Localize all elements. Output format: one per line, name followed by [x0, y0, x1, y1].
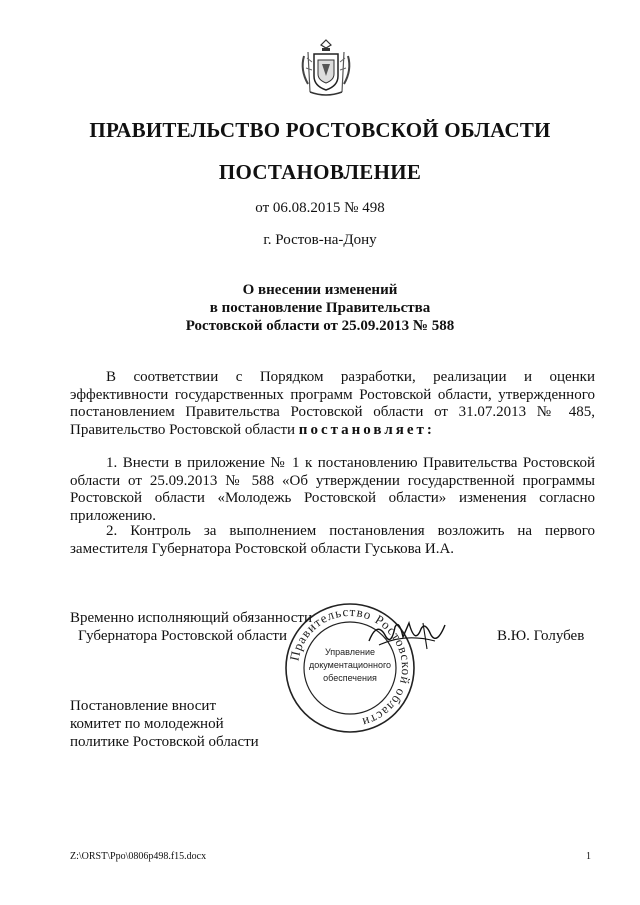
resolves-word: постановляет:	[298, 421, 435, 438]
clause-1: 1. Внести в приложение № 1 к постановлению Правительства Ростовской области от 25.09.2013 № 588 «Об утверждении государственной программы Ростовской области «Молодежь Ростовской области» изменения согласно приложению.	[70, 455, 595, 524]
stamp-inner-line: обеспечения	[323, 673, 377, 683]
stamp-ring-text: Правительство Ростовской области	[286, 603, 415, 731]
stamp-inner-line: документационного	[308, 660, 392, 670]
note-line: комитет по молодежной	[70, 716, 224, 732]
government-title: ПРАВИТЕЛЬСТВО РОСТОВСКОЙ ОБЛАСТИ	[89, 118, 551, 142]
signatory-title-line: Временно исполняющий обязанности	[70, 610, 313, 626]
subject-line: Ростовской области от 25.09.2013 № 588	[185, 318, 455, 334]
page-number: 1	[586, 851, 591, 862]
note-line: Постановление вносит	[70, 698, 217, 714]
stamp-inner-line: Управление	[324, 647, 376, 657]
preamble-text: В соответствии с Порядком разработки, реализации и оценки эффективности государственных программ Ростовской области, утвержденного постановлением Правительства Ростовской области от 31.07.2013 № 485, Правительство Ростовской области	[70, 369, 595, 438]
handwritten-signature	[365, 615, 460, 655]
signatory-title-line: Губернатора Ростовской области	[78, 628, 288, 644]
signatory-name: В.Ю. Голубев	[497, 628, 585, 644]
subject-line: О внесении изменений	[242, 282, 398, 298]
subject-line: в постановление Правительства	[209, 300, 431, 316]
document-type: ПОСТАНОВЛЕНИЕ	[218, 160, 422, 184]
file-path: Z:\ORST\Ppo\0806p498.f15.docx	[70, 851, 207, 862]
note-line: политике Ростовской области	[70, 734, 259, 750]
clause-2: 2. Контроль за выполнением постановления возложить на первого заместителя Губернатора Ростовской области Гуськова И.А.	[70, 523, 595, 557]
date-number: от 06.08.2015 № 498	[255, 200, 385, 216]
submitter-note	[70, 697, 259, 751]
city: г. Ростов-на-Дону	[263, 232, 377, 248]
coat-of-arms-icon	[298, 36, 354, 100]
subject-heading	[0, 281, 640, 335]
preamble-paragraph	[70, 369, 595, 439]
